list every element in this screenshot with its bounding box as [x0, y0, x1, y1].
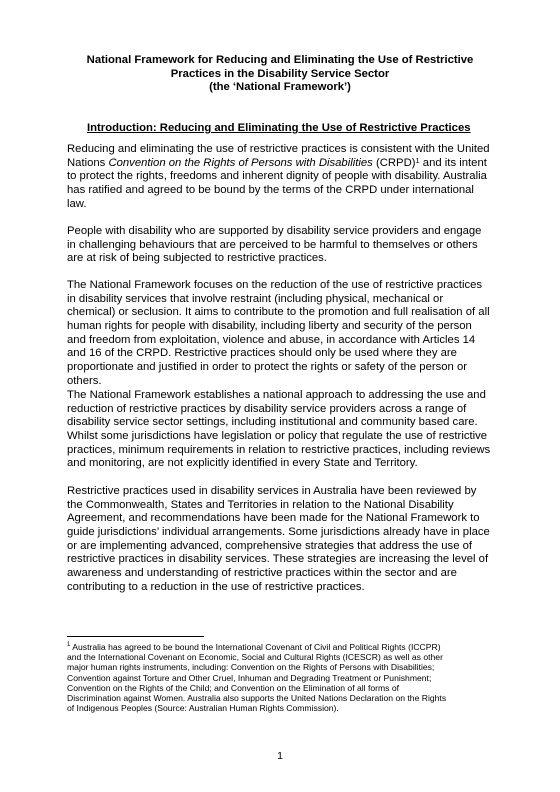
- footnote-line: Convention against Torture and Other Cruel, Inhuman and Degrading Treatment or Punishment;: [67, 672, 432, 683]
- section-heading: Introduction: Reducing and Eliminating the Use of Restrictive Practices: [87, 122, 471, 134]
- paragraph-line: law.: [67, 197, 87, 210]
- paragraph-2: [67, 225, 507, 266]
- paragraph-4: [67, 389, 507, 471]
- paragraph-line: and freedom from exploitation, violence and abuse, in accordance with Articles 14: [67, 333, 476, 346]
- footnote-line: [67, 642, 507, 652]
- page-number: 1: [277, 750, 283, 762]
- paragraph-line: Whilst some jurisdictions have legislation or policy that regulate the use of restrictive: [67, 429, 488, 442]
- paragraph-line: guide jurisdictions’ individual arrangements. Some jurisdictions already have in place: [67, 525, 490, 538]
- paragraph-line: reduction of restrictive practices by disability service providers across a range of: [67, 402, 467, 415]
- footnote: [67, 642, 507, 713]
- paragraph-line: proportionate and justified in order to protect the rights or safety of the person or: [67, 360, 468, 373]
- footnote-line: major human rights instruments, including: Convention on the Rights of Persons with Disabilities;: [67, 662, 435, 673]
- footnote-reference[interactable]: 1: [415, 155, 420, 165]
- paragraph-line: to protect the rights, freedoms and inherent dignity of people with disability. Australia: [67, 170, 487, 183]
- paragraph-5: [67, 485, 507, 594]
- paragraph-line: are at risk of being subjected to restrictive practices.: [67, 252, 327, 265]
- footnote-line: and the International Covenant on Economic, Social and Cultural Rights (ICESCR) as well as other: [67, 652, 443, 663]
- title-line-3: (the ‘National Framework’): [209, 81, 351, 94]
- paragraph-line: and 16 of the CRPD. Restrictive practices should only be used where they are: [67, 347, 457, 360]
- paragraph-line: and monitoring, are not explicitly identified in every State and Territory.: [67, 457, 418, 470]
- paragraph-line: contributing to a reduction in the use of restrictive practices.: [67, 580, 365, 593]
- paragraph-line: The National Framework focuses on the reduction of the use of restrictive practices: [67, 279, 483, 291]
- footnote-line: of Indigenous Peoples (Source: Australian Human Rights Commission).: [67, 703, 339, 714]
- paragraph-line: chemical) or seclusion. It aims to contribute to the promotion and full realisation of all: [67, 306, 490, 319]
- paragraph-line: Agreement, and recommendations have been made for the National Framework to: [67, 512, 480, 525]
- paragraph-3: [67, 279, 507, 388]
- paragraph-line: or are implementing advanced, comprehensive strategies that address the use of: [67, 539, 473, 552]
- text-run: Australia has agreed to be bound the International Covenant of Civil and Political Rights (ICCPR): [70, 642, 441, 652]
- paragraph-line: human rights for people with disability, including liberty and security of the person: [67, 319, 472, 332]
- paragraph-line: others.: [67, 374, 102, 387]
- footnote-marker: 1: [67, 642, 71, 648]
- paragraph-line: in disability services that involve restraint (including physical, mechanical or: [67, 292, 444, 305]
- title-line-1: National Framework for Reducing and Eliminating the Use of Restrictive: [86, 54, 474, 66]
- paragraph-line: in challenging behaviours that are perceived to be harmful to themselves or others: [67, 238, 478, 251]
- title-line-2: Practices in the Disability Service Sector: [170, 67, 390, 80]
- paragraph-line: practices, minimum requirements in relation to restrictive practices, including reviews: [67, 443, 491, 456]
- paragraph-line: restrictive practices in disability services. These strategies are increasing the level of: [67, 553, 489, 566]
- paragraph-line: People with disability who are supported by disability service providers and engage: [67, 225, 482, 237]
- text-run: (CRPD): [372, 156, 416, 169]
- footnote-separator: [67, 636, 204, 637]
- paragraph-line: [67, 157, 507, 171]
- footnote-line: Convention on the Rights of the Child; and Convention on the Elimination of all forms of: [67, 682, 400, 693]
- text-run: Nations: [67, 156, 109, 169]
- convention-title: Convention on the Rights of Persons with Disabilities: [108, 156, 373, 169]
- paragraph-line: Restrictive practices used in disability services in Australia have been reviewed by: [67, 485, 477, 497]
- paragraph-line: disability service sector settings, including institutional and community based care.: [67, 416, 478, 429]
- text-run: and its intent: [419, 156, 487, 169]
- paragraph-line: has ratified and agreed to be bound by the terms of the CRPD under international: [67, 183, 474, 196]
- paragraph-1: [67, 143, 507, 211]
- paragraph-line: the Commonwealth, States and Territories in relation to the National Disability: [67, 498, 454, 511]
- paragraph-line: The National Framework establishes a national approach to addressing the use and: [67, 389, 486, 401]
- document-title: [70, 54, 490, 95]
- paragraph-line: Reducing and eliminating the use of restrictive practices is consistent with the United: [67, 143, 490, 155]
- paragraph-line: awareness and understanding of restrictive practices within the sector and are: [67, 566, 457, 579]
- footnote-line: Discrimination against Women. Australia also supports the United Nations Declaration on the Rights: [67, 693, 447, 704]
